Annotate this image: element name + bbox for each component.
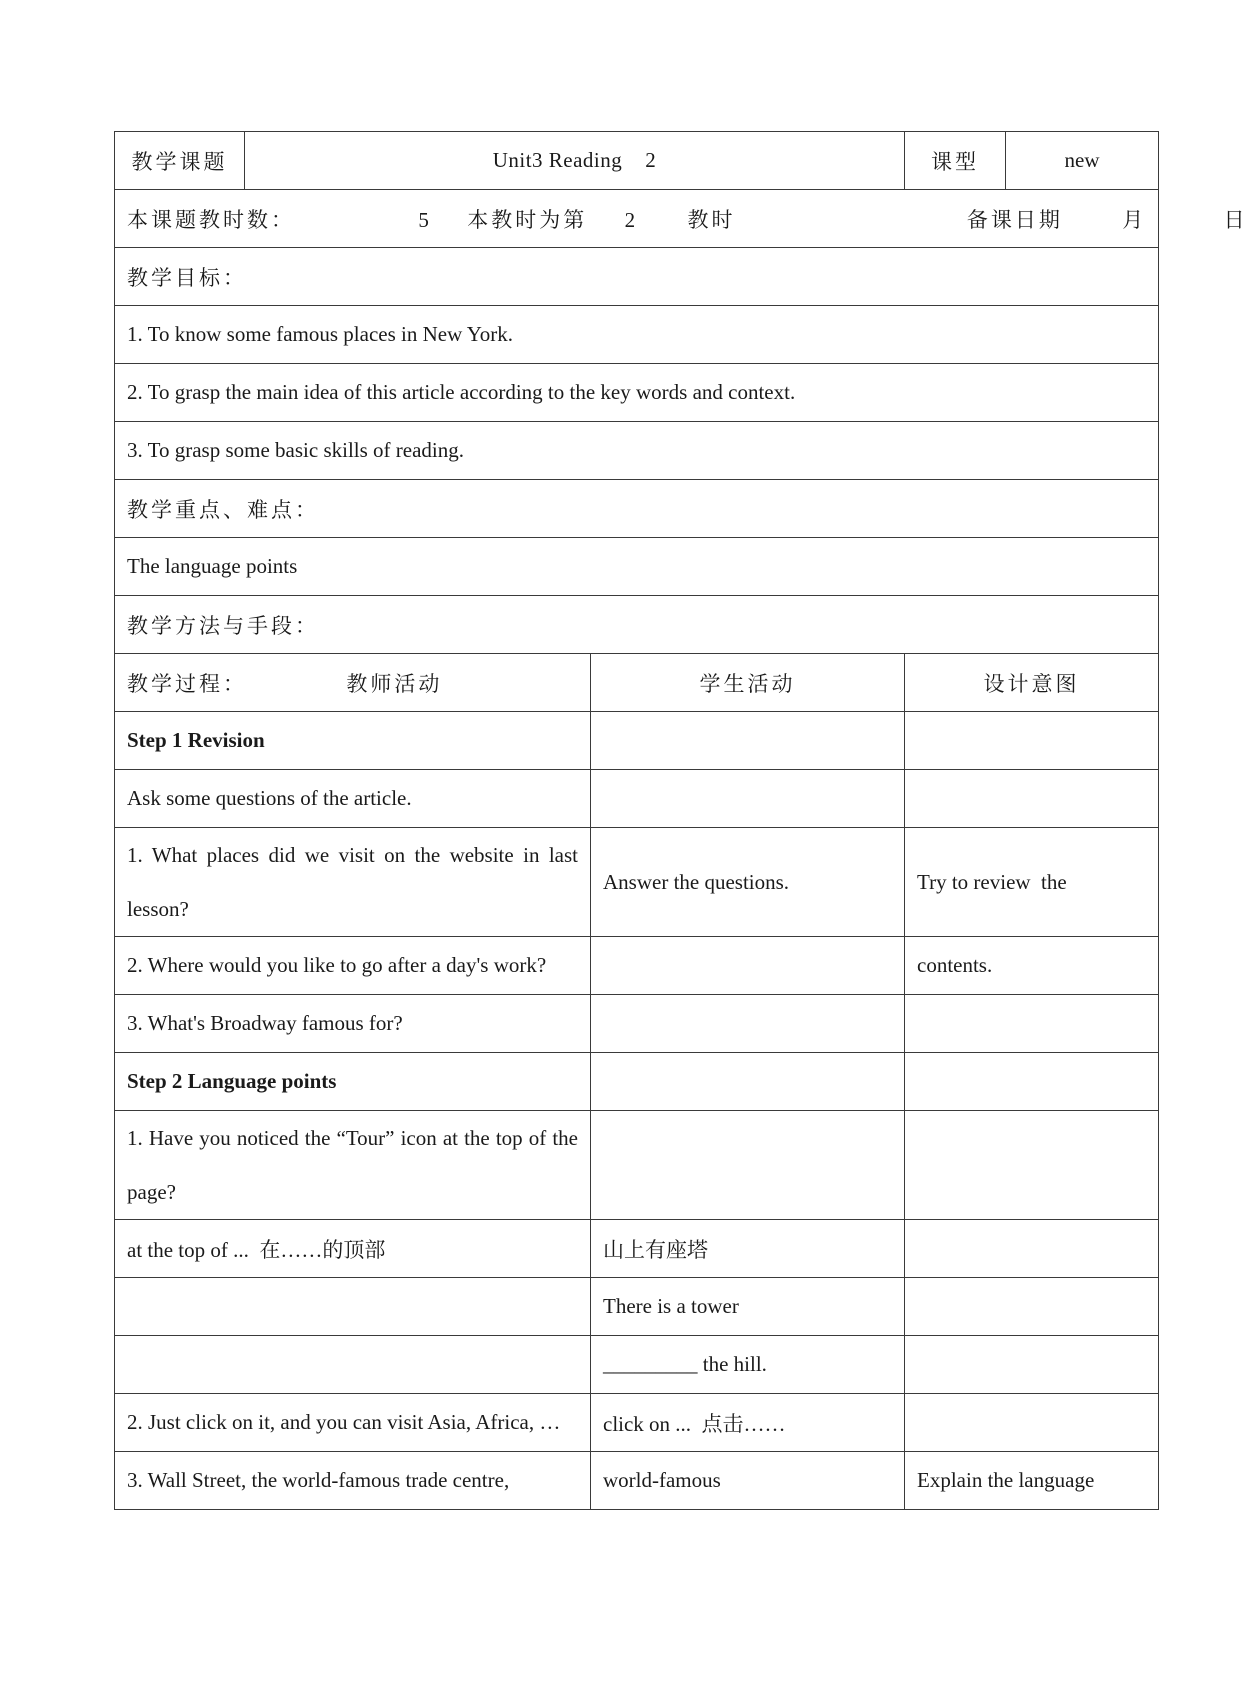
lp3-design-intent: Explain the language bbox=[905, 1452, 1159, 1510]
type-label: 课型 bbox=[905, 132, 1006, 190]
topic-label: 教学课题 bbox=[115, 132, 245, 190]
design-intent-header: 设计意图 bbox=[905, 654, 1159, 712]
key-points-value: The language points bbox=[115, 538, 1159, 596]
table-row bbox=[115, 1111, 1159, 1220]
student-activity-header: 学生活动 bbox=[591, 654, 905, 712]
q1-design-intent: Try to review the bbox=[905, 828, 1159, 937]
table-row bbox=[115, 828, 1159, 937]
language-point-3: 3. Wall Street, the world-famous trade centre, bbox=[115, 1452, 591, 1510]
step2-title: Step 2 Language points bbox=[115, 1053, 591, 1111]
table-row bbox=[115, 1394, 1159, 1452]
step1-title: Step 1 Revision bbox=[115, 712, 591, 770]
table-row bbox=[115, 937, 1159, 995]
header-row bbox=[115, 132, 1159, 190]
total-hours-label: 本课题教时数： bbox=[127, 207, 295, 232]
objective-row bbox=[115, 364, 1159, 422]
hours-row bbox=[115, 190, 1159, 248]
lesson-title: Unit3 Reading 2 bbox=[245, 132, 905, 190]
day-label: 日 bbox=[1223, 207, 1248, 232]
objectives-label: 教学目标： bbox=[115, 248, 1159, 306]
table-row bbox=[115, 1336, 1159, 1394]
methods-label: 教学方法与手段： bbox=[115, 596, 1159, 654]
table-row bbox=[115, 1220, 1159, 1278]
lp1-example-cn: 山上有座塔 bbox=[591, 1220, 905, 1278]
current-hour-value: 2 bbox=[624, 207, 639, 232]
key-points-label-row bbox=[115, 480, 1159, 538]
q2-design-intent: contents. bbox=[905, 937, 1159, 995]
total-hours-value: 5 bbox=[418, 207, 432, 232]
table-row bbox=[115, 1278, 1159, 1336]
process-teacher-header bbox=[115, 654, 591, 712]
key-points-label: 教学重点、难点： bbox=[115, 480, 1159, 538]
lesson-plan-table bbox=[114, 131, 1248, 1510]
lp1-example-en-2: _________ the hill. bbox=[591, 1336, 905, 1394]
lp1-example-en-1: There is a tower bbox=[591, 1278, 905, 1336]
methods-label-row bbox=[115, 596, 1159, 654]
table-row bbox=[115, 770, 1159, 828]
current-hour-label: 本教时为第 bbox=[467, 207, 588, 232]
objectives-label-row bbox=[115, 248, 1159, 306]
lesson-plan-sheet bbox=[114, 131, 1248, 1510]
table-row bbox=[115, 712, 1159, 770]
table-row bbox=[115, 995, 1159, 1053]
question-1: 1. What places did we visit on the website in last lesson? bbox=[115, 828, 591, 937]
current-hour-suffix: 教时 bbox=[687, 207, 736, 232]
type-value: new bbox=[1006, 132, 1159, 190]
language-point-2: 2. Just click on it, and you can visit Asia, Africa, … bbox=[115, 1394, 591, 1452]
objective-item: 1. To know some famous places in New York. bbox=[115, 306, 1159, 364]
teacher-activity-header: 教师活动 bbox=[346, 671, 443, 696]
language-point-1: 1. Have you noticed the “Tour” icon at the top of the page? bbox=[115, 1111, 591, 1220]
process-header-row bbox=[115, 654, 1159, 712]
table-row bbox=[115, 1053, 1159, 1111]
lp1-phrase: at the top of ... 在……的顶部 bbox=[115, 1220, 591, 1278]
q1-student-activity: Answer the questions. bbox=[591, 828, 905, 937]
step1-intro: Ask some questions of the article. bbox=[115, 770, 591, 828]
question-2: 2. Where would you like to go after a day's work? bbox=[115, 937, 591, 995]
table-row bbox=[115, 1452, 1159, 1510]
lp3-student-activity: world-famous bbox=[591, 1452, 905, 1510]
key-points-value-row bbox=[115, 538, 1159, 596]
process-label: 教学过程： bbox=[127, 671, 247, 696]
objective-item: 3. To grasp some basic skills of reading. bbox=[115, 422, 1159, 480]
question-3: 3. What's Broadway famous for? bbox=[115, 995, 591, 1053]
objective-row bbox=[115, 422, 1159, 480]
objective-item: 2. To grasp the main idea of this article according to the key words and context. bbox=[115, 364, 1159, 422]
lp2-student-activity: click on ... 点击…… bbox=[591, 1394, 905, 1452]
month-label: 月 bbox=[1122, 207, 1147, 232]
prep-date-label: 备课日期 bbox=[966, 207, 1063, 232]
objective-row bbox=[115, 306, 1159, 364]
hours-info bbox=[115, 190, 1248, 248]
